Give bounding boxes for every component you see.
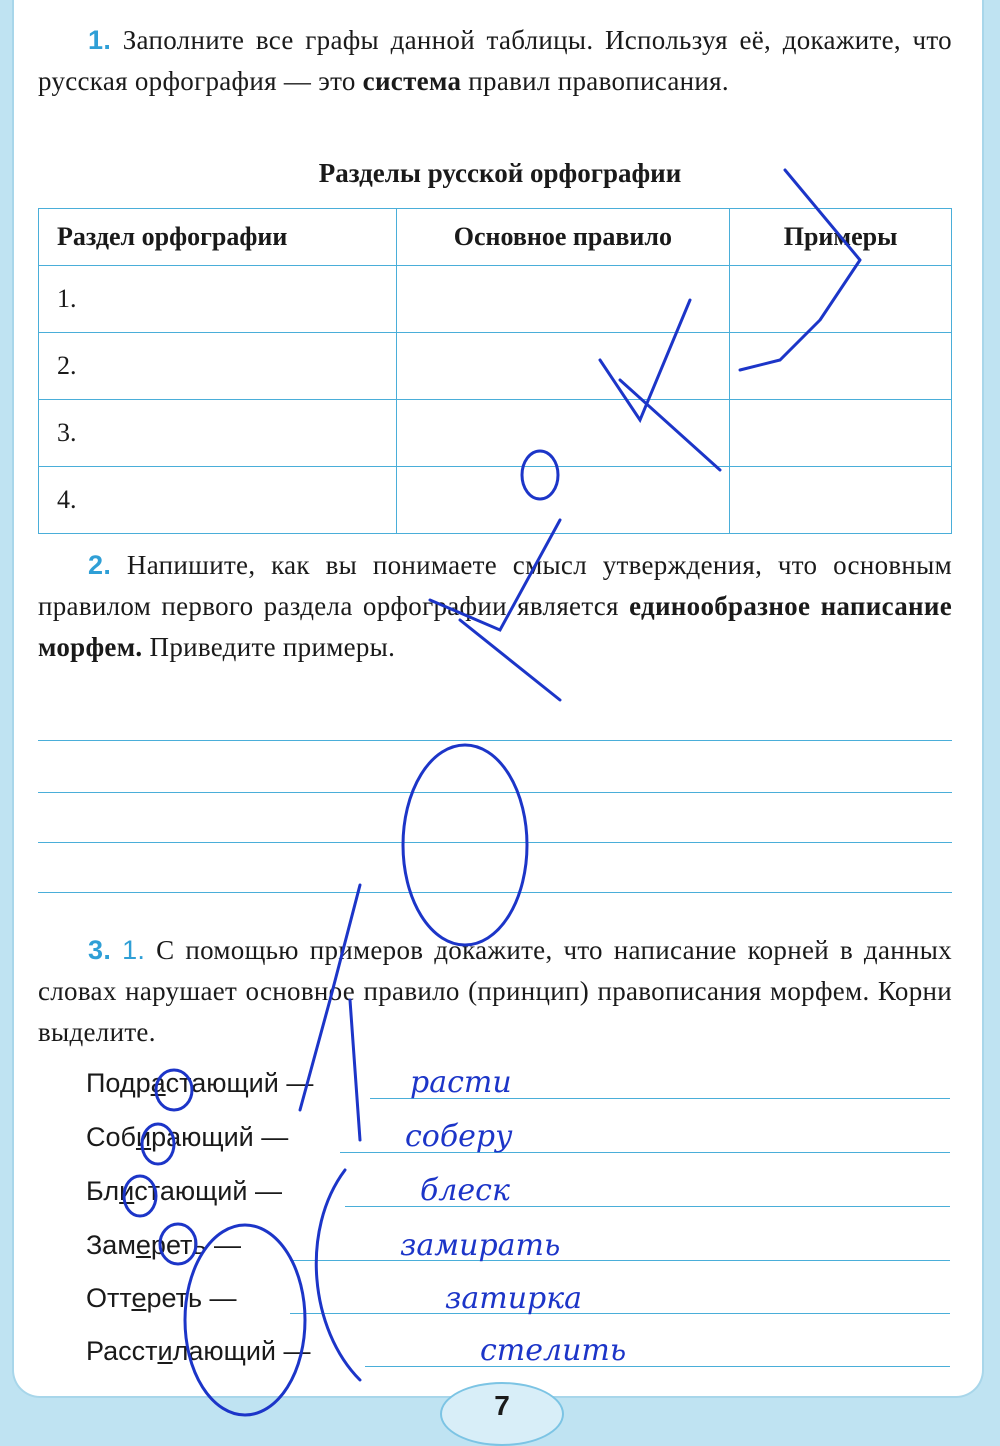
table-header: Раздел орфографии	[39, 209, 397, 266]
handwritten-answer: расти	[410, 1065, 512, 1100]
table-cell[interactable]: 2.	[39, 333, 397, 400]
handwritten-answer: блеск	[420, 1173, 510, 1208]
handwritten-answer: замирать	[400, 1228, 561, 1263]
table-cell[interactable]: 4.	[39, 467, 397, 534]
task-3-number: 3.	[88, 935, 112, 965]
task-2-text: 2. Напишите, как вы понимаете смысл утверждения, что основным правилом первого раздела орфографии является единообразное написание морфем. Приведите примеры.	[38, 550, 952, 662]
task-3-subnumber: 1.	[122, 935, 146, 965]
table-title: Разделы русской орфографии	[318, 158, 682, 188]
missing-letter: и	[157, 1336, 173, 1366]
task-1-text: 1. Заполните все графы данной таблицы. Используя её, докажите, что русская орфография — это система правил правописания.	[38, 25, 952, 96]
task-3-text: 3. 1. С помощью примеров докажите, что написание корней в данных словах нарушает основное правило (принцип) правописания морфем. Корни выделите.	[38, 935, 952, 1047]
word-item: Блистающий —	[86, 1176, 282, 1206]
word-item: Собирающий —	[86, 1122, 289, 1152]
handwritten-answer: соберу	[405, 1119, 513, 1154]
missing-letter: а	[150, 1068, 166, 1098]
missing-letter: и	[135, 1122, 152, 1152]
task-1-number: 1.	[88, 25, 112, 55]
word-item: Расстилающий —	[86, 1336, 311, 1366]
word-item: Подрастающий —	[86, 1068, 314, 1098]
page-number: 7	[440, 1382, 564, 1446]
table-header: Примеры	[730, 209, 952, 266]
missing-letter: е	[135, 1230, 151, 1260]
table-header: Основное правило	[396, 209, 730, 266]
word-item: Замереть —	[86, 1230, 241, 1260]
table-cell[interactable]: 1.	[39, 266, 397, 333]
handwritten-answer: стелить	[480, 1333, 627, 1368]
handwritten-answer: затирка	[445, 1281, 583, 1316]
missing-letter: е	[131, 1283, 147, 1313]
table-cell[interactable]: 3.	[39, 400, 397, 467]
word-item: Оттереть —	[86, 1283, 237, 1313]
missing-letter: и	[119, 1176, 135, 1206]
task-2-number: 2.	[88, 550, 112, 580]
